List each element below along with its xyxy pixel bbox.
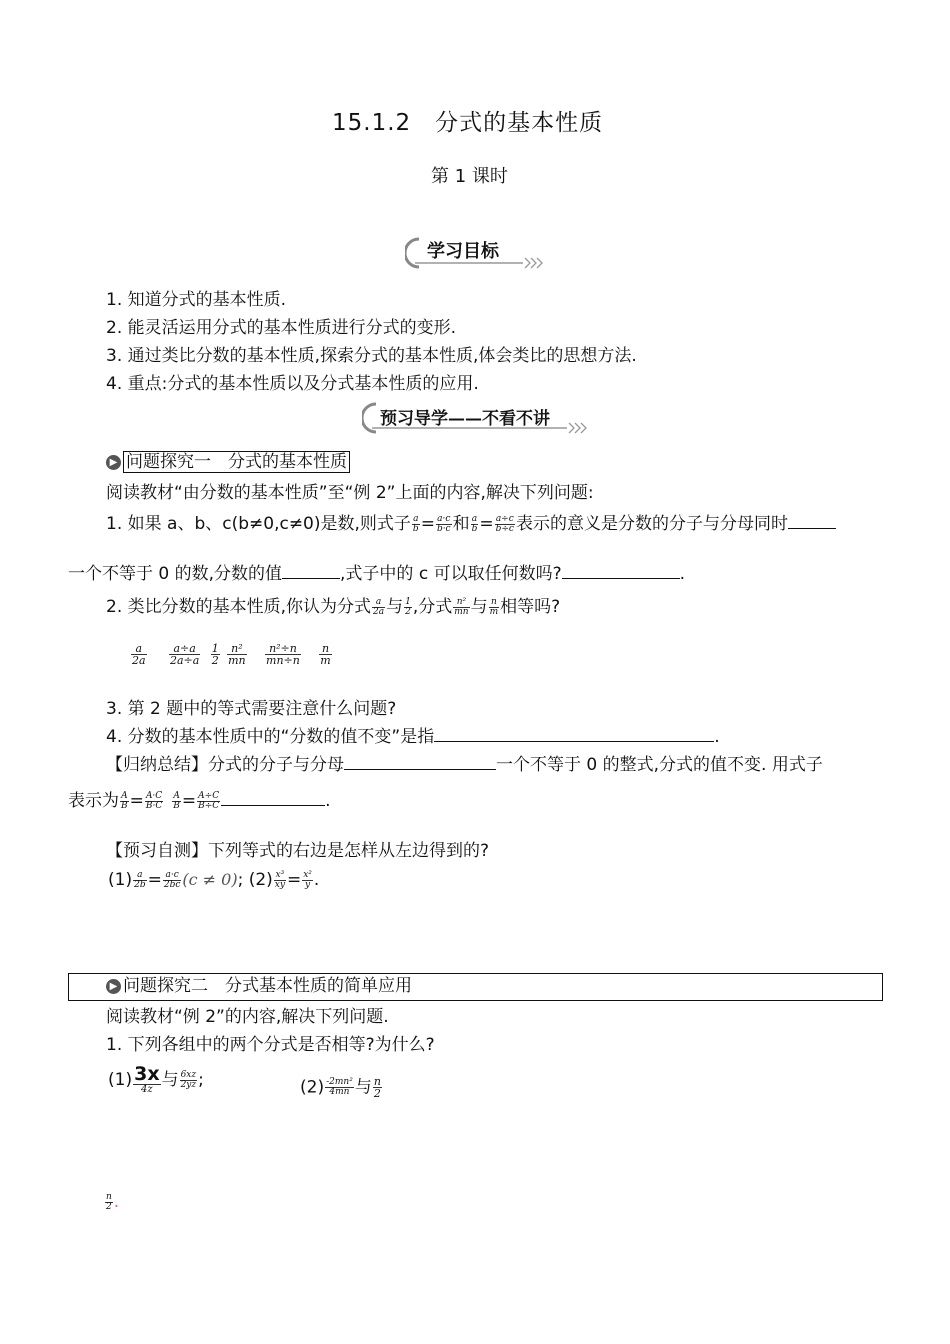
fraction: $\frac{a}{b}$: [412, 513, 419, 534]
answer-blank[interactable]: [344, 768, 496, 770]
section1-heading: [106, 452, 350, 472]
answer-blank[interactable]: [788, 527, 836, 529]
self-test: 【预习自测】下列等式的右边是怎样从左边得到的?: [106, 841, 490, 861]
fraction: $\frac{a}{2a}$: [373, 596, 385, 617]
fraction: $\frac{\text{n²}}{mn}$: [228, 642, 246, 667]
banner-label: 学习目标: [427, 241, 499, 262]
summary-line-2: 表示为 $\frac{A}{B}$ = $\frac{A\cdot C}{B\cdot C}$ $\frac{A}{B}$ = $\frac{A\div C}{B\div C}$ .: [68, 790, 331, 811]
summary-line: 【归纳总结】分式的分子与分母 一个不等于 0 的整式,分式的值不变. 用式子: [106, 755, 823, 775]
fraction: $\frac{A}{B}$: [121, 790, 128, 811]
banner-label: 预习导学——不看不讲: [380, 409, 550, 429]
fraction: $\frac{a}{2a}$: [132, 642, 146, 667]
answer-blank[interactable]: [562, 577, 680, 579]
section1-heading-text: 问题探究一 分式的基本性质: [123, 451, 350, 473]
section2-question-1: 1. 下列各组中的两个分式是否相等?为什么?: [106, 1035, 435, 1055]
lesson-subtitle: 第 1 课时: [431, 166, 508, 187]
fraction: $\frac{A}{B}$: [173, 790, 180, 811]
fraction: $\frac{\text{n²}}{mn}$: [454, 596, 469, 617]
answer-blank[interactable]: [221, 804, 325, 806]
fraction: $\frac{a\cdot c}{2bc}$: [163, 869, 181, 890]
objective-item: 3. 通过类比分数的基本性质,探索分式的基本性质,体会类比的思想方法.: [106, 346, 637, 366]
section2-heading: [106, 976, 412, 996]
preview-banner: [362, 398, 592, 438]
fraction: $\frac{a\cdot c}{b\cdot c}$: [436, 513, 451, 534]
fraction: $\frac{A\div C}{B\div C}$: [198, 790, 220, 811]
answer-blank[interactable]: [282, 577, 340, 579]
fraction: $\frac{\text{x³}}{xy}$: [274, 869, 285, 890]
fraction: $\frac{n}{m}$: [320, 642, 331, 667]
learning-goals-banner: [405, 233, 550, 273]
section2-part-2: (2) $\frac{\text{-2mn²}}{4mn}$ 与 $\frac{n}{2}$: [300, 1075, 381, 1100]
section2-intro: 阅读教材“例 2”的内容,解决下列问题.: [106, 1007, 389, 1027]
question-3: 3. 第 2 题中的等式需要注意什么问题?: [106, 699, 397, 719]
arrow-circle-icon: ▶: [106, 979, 121, 994]
fraction: $\frac{3x}{4z}$: [134, 1063, 160, 1095]
section2-heading-text: 问题探究二 分式基本性质的简单应用: [123, 976, 412, 996]
objective-item: 2. 能灵活运用分式的基本性质进行分式的变形.: [106, 318, 457, 338]
stray-fraction: $\frac{n}{2}$ .: [106, 1191, 120, 1212]
fraction: $\frac{a}{b}$: [471, 513, 478, 534]
section2-part-1: (1) $\frac{3x}{4z}$ 与 $\frac{6xz}{2yz}$ ;: [108, 1063, 204, 1095]
fraction: $\frac{n}{2}$: [373, 1075, 381, 1100]
question-4: 4. 分数的基本性质中的“分数的值不变”是指 .: [106, 727, 720, 747]
section1-intro: 阅读教材“由分数的基本性质”至“例 2”上面的内容,解决下列问题:: [106, 483, 594, 503]
fraction: $\frac{1}{2}$: [211, 642, 219, 667]
fraction: $\frac{n}{m}$: [489, 596, 499, 617]
fraction: $\frac{n}{2}$: [106, 1191, 112, 1212]
fraction: $\frac{\text{n²÷n}}{mn\div n}$: [266, 642, 300, 667]
page-title: 15.1.2 分式的基本性质: [332, 110, 604, 136]
question-2-work: [130, 643, 333, 666]
fraction: $\frac{1}{2}$: [405, 596, 411, 617]
fraction: $\frac{a\div c}{b\div c}$: [495, 513, 514, 534]
fraction: $\frac{a}{2b}$: [134, 869, 146, 890]
fraction: $\frac{A\cdot C}{B\cdot C}$: [145, 790, 163, 811]
fraction: $\frac{\text{x²}}{y}$: [303, 869, 312, 890]
question-1-cont: 一个不等于 0 的数,分数的值 ,式子中的 c 可以取任何数吗? .: [68, 564, 686, 584]
arrow-circle-icon: ▶: [106, 455, 121, 470]
question-1: 1. 如果 a、b、c(b≠0,c≠0)是数,则式子 $\frac{a}{b}$ = $\frac{a\cdot c}{b\cdot c}$ 和 $\frac{a}{b}$ = $\frac{a\div c}{b\div c}$ 表示的意义是分数的分子与分母同时: [106, 514, 836, 534]
fraction: $\frac{\text{-2mn²}}{4mn}$: [326, 1077, 353, 1097]
fraction: $\frac{6xz}{2yz}$: [180, 1069, 197, 1090]
objective-item: 4. 重点:分式的基本性质以及分式基本性质的应用.: [106, 374, 479, 394]
self-test-items: (1) $\frac{a}{2b}$ = $\frac{a\cdot c}{2bc}$ (c ≠ 0); (2) $\frac{\text{x³}}{xy}$ = $\frac{\text{x²}}{y}$ .: [108, 869, 320, 890]
objective-item: 1. 知道分式的基本性质.: [106, 290, 287, 310]
question-2: 2. 类比分数的基本性质,你认为分式 $\frac{a}{2a}$ 与 $\frac{1}{2}$ ,分式 $\frac{\text{n²}}{mn}$ 与 $\frac{n}{m}$ 相等吗?: [106, 596, 561, 617]
fraction: $\frac{a\div a}{2a\div a}$: [169, 642, 200, 667]
answer-blank[interactable]: [434, 740, 714, 742]
